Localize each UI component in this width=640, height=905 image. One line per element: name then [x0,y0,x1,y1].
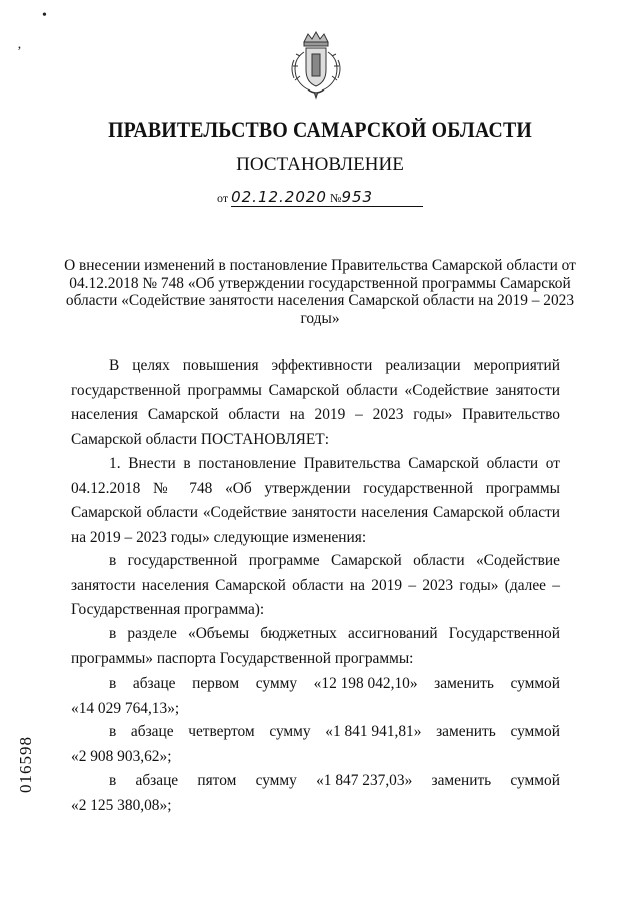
date-prefix: от [217,191,229,205]
amendment-word: сумму [255,772,297,789]
amendment-word: пятом [197,772,237,789]
amendment-word: заменить [434,675,494,692]
amendment-word: суммой [510,723,560,740]
amendment-item [71,720,560,769]
document-date: 02.12.2020 [231,188,327,206]
amendment-word: абзаце [130,723,174,740]
old-amount: «1 841 941,81» [325,723,422,740]
amendment-word: абзаце [132,675,176,692]
amendment-item [71,672,560,721]
number-prefix: № [329,191,342,205]
amendment-word: суммой [510,675,560,692]
amendment-word: первом [192,675,240,692]
amendment-item [71,769,560,818]
date-number-line [217,188,423,210]
amendment-word: сумму [255,675,298,692]
amendment-word: в [109,723,117,740]
registration-number: 016598 [16,736,35,793]
document-number: 953 [341,188,374,206]
body-paragraph: в разделе «Объемы бюджетных ассигнований Государственной программы» паспорта Государственной программы: [71,625,560,667]
body-paragraph: 1. Внести в постановление Правительства Самарской области от 04.12.2018 № 748 «Об утверждении государственной программы Самарской области «Содействие занятости населения Самарской области на 2019 – 2023 годы» следующие изменения: [71,455,560,546]
amendment-word: абзаце [135,772,179,789]
amendment-word: четвертом [188,723,255,740]
government-title: ПРАВИТЕЛЬСТВО САМАРСКОЙ ОБЛАСТИ [108,117,532,142]
amendment-word: заменить [436,723,496,740]
coat-of-arms-icon [286,30,346,100]
amendment-word: в [109,675,117,692]
body-paragraph: В целях повышения эффективности реализации мероприятий государственной программы Самарской области «Содействие занятости населения Самарской области на 2019 – 2023 годы» Правительство Самарской области ПОСТАНОВЛЯЕТ: [71,357,560,448]
document-heading: О внесении изменений в постановление Правительства Самарской области от 04.12.2018 № 748 «Об утверждении государственной программы Самарской области «Содействие занятости населения Самарской области на 2019 – 2023 годы» [64,257,576,327]
new-amount: «2 908 903,62»; [71,747,172,765]
body-paragraph: в государственной программе Самарской области «Содействие занятости населения Самарской области на 2019 – 2023 годы» (далее – Государственная программа): [71,552,560,618]
document-type: ПОСТАНОВЛЕНИЕ [236,154,404,175]
amendment-word: заменить [431,772,492,789]
margin-tick: ‚ [17,37,22,52]
amendment-word: суммой [510,772,560,789]
date-underline [231,206,423,207]
old-amount: «12 198 042,10» [313,675,418,692]
new-amount: «14 029 764,13»; [71,699,180,717]
new-amount: «2 125 380,08»; [71,796,172,814]
amendment-word: сумму [269,723,311,740]
old-amount: «1 847 237,03» [316,772,413,789]
amendment-word: в [109,772,117,789]
margin-tick: • [42,8,47,23]
